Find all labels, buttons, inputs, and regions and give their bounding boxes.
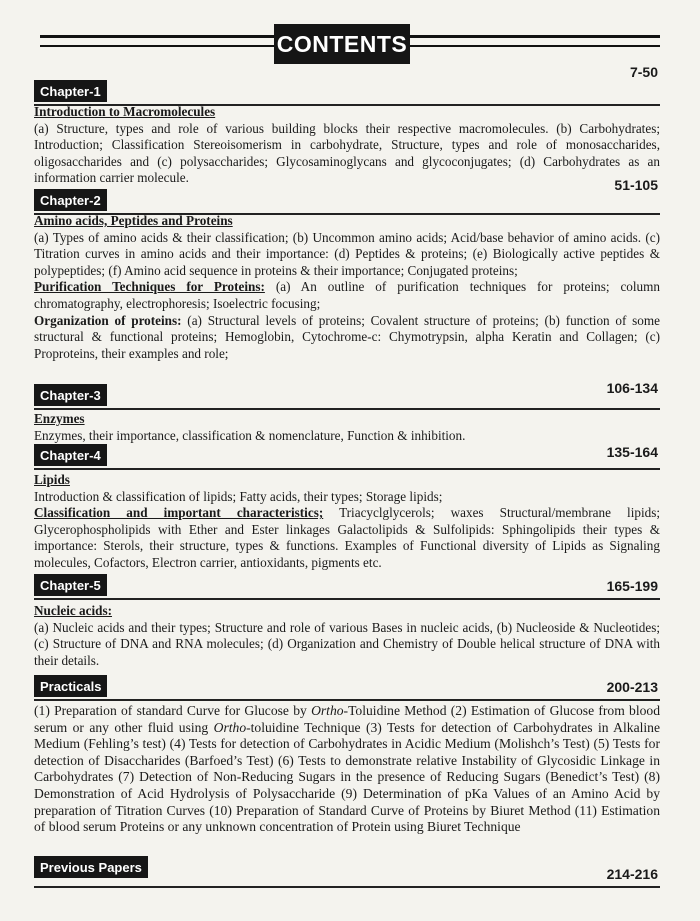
- chapter-5-label: Chapter-5: [34, 574, 107, 596]
- chapter-2-text: (a) Types of amino acids & their classification; (b) Uncommon amino acids; Acid/base behavior of amino acids. (c) Titration curves in amino acids and their importance: (d) Peptides & proteins; (e) Biologically active peptides & polypeptides; (f) Amino acid sequence in proteins & their importance; Conjugated proteins;: [34, 229, 660, 278]
- chapter-2-subheading-purification: Purification Techniques for Proteins:: [34, 279, 265, 295]
- chapter-2-heading: Amino acids, Peptides and Proteins: [34, 213, 233, 228]
- chapter-1-heading: Introduction to Macromolecules: [34, 104, 216, 119]
- chapter-2-header: [34, 189, 660, 215]
- chapter-4-header: [34, 444, 660, 470]
- chapter-1-text: (a) Structure, types and role of various building blocks their respective macromolecules. (b) Carbohydrates; Introduction; Classification Stereoisomerism in carbohydrate, Structure, types and role of monosaccharides, oligosaccharides and (c) polysaccharides; Glycosaminoglycans and glycoconjugates; (d) Carbohydrates as an information carrier molecule.: [34, 120, 660, 186]
- chapter-1-body: [34, 104, 660, 187]
- chapter-1-label: Chapter-1: [34, 80, 107, 102]
- chapter-4-heading: Lipids: [34, 472, 70, 487]
- chapter-5-rule: [34, 598, 660, 600]
- practicals-italic-b: Ortho: [213, 719, 247, 735]
- chapter-1-header: [34, 80, 660, 106]
- chapter-3-body: [34, 411, 660, 444]
- practicals-header: [34, 675, 660, 701]
- previous-papers-rule: [34, 886, 660, 888]
- chapter-5-heading: Nucleic acids:: [34, 603, 113, 618]
- chapter-3-label: Chapter-3: [34, 384, 107, 406]
- chapter-2-subtext-purification: (a) An outline of purification techniques for proteins; column chromatography, electrophoresis; Isoelectric focusing;: [34, 279, 660, 311]
- practicals-body: [34, 703, 660, 836]
- chapter-4-subtext-classification: Triacyclglycerols; waxes Structural/membrane lipids; Glycerophospholipids with Ether and Ester linkages Galactolipids & Sulfolipids: Sphingolipids their types & importance: Sterols, their structure, types & functions. Examples of Functional diversity of Lipids as Signaling molecules, Cofactors, Electron carrier, antioxidants, pigments etc.: [34, 505, 661, 570]
- chapter-1-pages: 7-50: [629, 64, 658, 80]
- chapter-5-pages: 165-199: [606, 578, 658, 594]
- chapter-4-rule: [34, 468, 660, 470]
- practicals-rule: [34, 699, 660, 701]
- chapter-3-text: Enzymes, their importance, classification & nomenclature, Function & inhibition.: [34, 427, 466, 443]
- chapter-4-pages: 135-164: [606, 444, 658, 460]
- previous-papers-header: [34, 856, 660, 882]
- chapter-3-rule: [34, 408, 660, 410]
- chapter-3-pages: 106-134: [606, 380, 658, 396]
- page-title: CONTENTS: [274, 24, 410, 64]
- practicals-text-a: (1) Preparation of standard Curve for Glucose by: [34, 703, 312, 718]
- practicals-label: Practicals: [34, 675, 107, 697]
- chapter-4-label: Chapter-4: [34, 444, 107, 466]
- chapter-2-pages: 51-105: [614, 177, 658, 193]
- practicals-pages: 200-213: [606, 679, 658, 695]
- chapter-3-header: [34, 384, 660, 410]
- chapter-2-label: Chapter-2: [34, 189, 107, 211]
- chapter-4-body: [34, 472, 660, 572]
- chapter-5-body: [34, 603, 660, 669]
- chapter-2-subheading-organization: Organization of proteins:: [34, 312, 182, 328]
- chapter-5-text: (a) Nucleic acids and their types; Structure and role of various Bases in nucleic acids, (b) Nucleoside & Nucleotides; (c) Structure of DNA and RNA molecules; (d) Organization and Chemistry of Double helical structure of DNA with their details.: [34, 619, 660, 668]
- practicals-text-c: -toluidine Technique (3) Tests for detection of Carbohydrates in Alkaline Medium (Fehling’s test) (4) Tests for detection of Carbohydrates in Acidic Medium (Molishch’s Test) (5) Tests for detection of Disaccharides (Barfoed’s Test) (6) Tests to demonstrate relative Instability of Glycosidic Linkage in Carbohydrates (7) Detection of Non-Reducing Sugars in the presence of Reducing Sugars (Benedict’s Test) (8) Demonstration of Acid Hydrolysis of Polysaccharide (9) Determination of pKa Values of an Amino Acid by preparation of Titration Curves (10) Preparation of Standard Curve of Proteins by Biuret Method (11) Estimation of blood serum Proteins or any unknown concentration of Protein using Biuret Technique: [34, 719, 660, 835]
- chapter-4-text: Introduction & classification of lipids; Fatty acids, their types; Storage lipids;: [34, 488, 443, 504]
- previous-papers-pages: 214-216: [606, 866, 658, 882]
- previous-papers-label: Previous Papers: [34, 856, 148, 878]
- chapter-5-header: [34, 574, 660, 600]
- chapter-2-body: [34, 213, 660, 362]
- chapter-4-subheading-classification: Classification and important characteristics;: [34, 505, 324, 521]
- practicals-text-b: -Toluidine Method (2) Estimation of Glucose from blood serum or any other fluid using: [34, 703, 660, 735]
- chapter-3-heading: Enzymes: [34, 411, 85, 426]
- practicals-italic-a: Ortho: [311, 703, 344, 718]
- chapter-2-subtext-organization: (a) Structural levels of proteins; Covalent structure of proteins; (b) function of some structural & functional proteins; Hemoglobin, Cytochrome-c: Chymotrypsin, alpha Keratin and Collagen; (c) Proproteins, their examples and role;: [34, 312, 660, 361]
